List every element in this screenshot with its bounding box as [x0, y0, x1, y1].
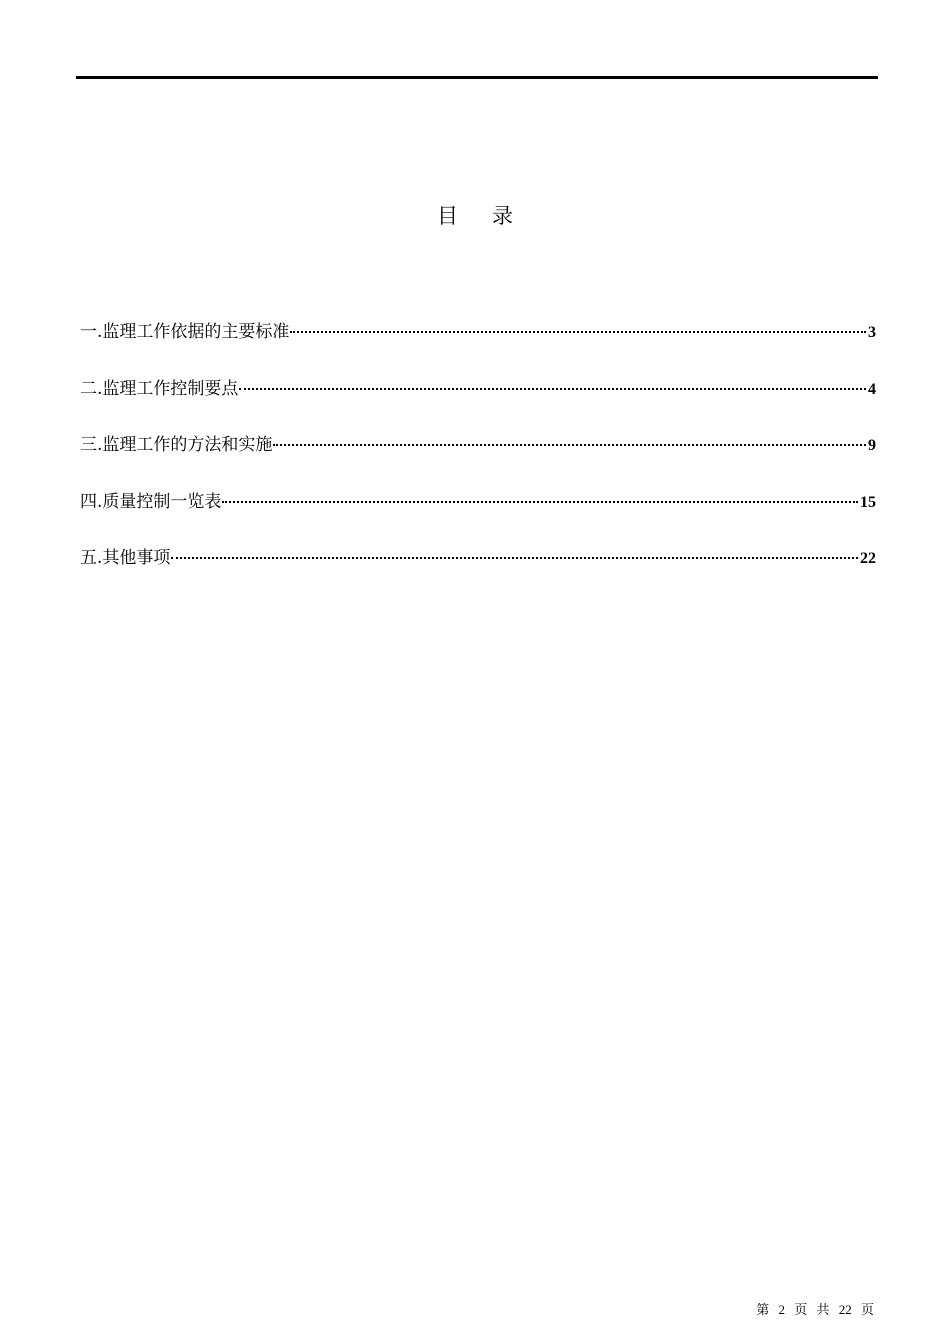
footer-total-prefix: 共	[816, 1302, 830, 1317]
footer-page-unit: 页	[794, 1302, 808, 1317]
toc-entry-title: 监理工作控制要点	[102, 378, 239, 399]
toc-entry-3[interactable]	[80, 431, 876, 488]
toc-entry-5[interactable]	[80, 544, 876, 601]
toc-entry-1[interactable]	[80, 318, 876, 375]
footer-total-unit: 页	[860, 1302, 874, 1317]
footer-prefix: 第	[756, 1302, 770, 1317]
toc-entry-page: 3	[868, 324, 876, 341]
footer-current-page: 2	[778, 1302, 785, 1317]
toc-entry-number: 二.	[80, 378, 103, 399]
footer-total-pages: 22	[838, 1302, 852, 1317]
toc-entry-number: 四.	[80, 491, 103, 512]
toc-entry-title: 监理工作的方法和实施	[102, 435, 273, 455]
toc-entry-page: 9	[868, 437, 876, 454]
toc-entry-page: 15	[860, 493, 876, 511]
toc-title: 目录	[437, 204, 547, 228]
toc-entry-number: 三.	[80, 435, 103, 455]
table-of-contents	[80, 318, 876, 601]
dot-leader	[239, 388, 866, 390]
toc-entry-title: 质量控制一览表	[102, 491, 222, 512]
toc-entry-title: 其他事项	[102, 548, 171, 568]
toc-entry-page: 4	[868, 380, 876, 398]
toc-entry-title: 监理工作依据的主要标准	[102, 322, 290, 342]
dot-leader	[171, 557, 858, 559]
dot-leader	[290, 331, 866, 333]
page-footer	[756, 1300, 874, 1320]
toc-entry-number: 五.	[80, 548, 103, 568]
toc-entry-4[interactable]	[80, 488, 876, 545]
dot-leader	[273, 444, 866, 446]
dot-leader	[222, 501, 858, 503]
toc-entry-number: 一.	[80, 322, 103, 342]
toc-entry-page: 22	[860, 550, 876, 567]
toc-entry-2[interactable]	[80, 375, 876, 432]
header-rule	[76, 76, 878, 79]
